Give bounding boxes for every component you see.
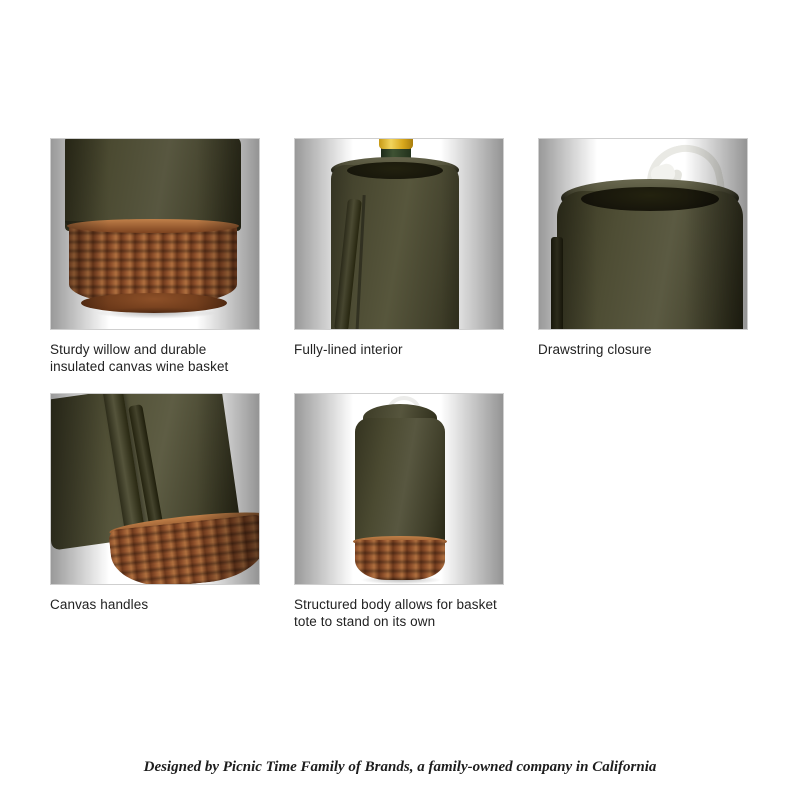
feature-image-structured-body bbox=[294, 393, 504, 585]
feature-caption: Fully-lined interior bbox=[294, 342, 403, 357]
feature-caption: Structured body allows for basket tote to stand on its own bbox=[294, 597, 497, 629]
image-vignette bbox=[51, 139, 259, 329]
image-vignette bbox=[51, 394, 259, 584]
feature-cell-structured-body bbox=[294, 393, 506, 630]
feature-caption: Drawstring closure bbox=[538, 342, 652, 357]
footer-attribution: Designed by Picnic Time Family of Brands, a family-owned company in California bbox=[143, 759, 657, 775]
image-vignette bbox=[295, 139, 503, 329]
feature-grid bbox=[50, 138, 750, 630]
image-vignette bbox=[539, 139, 747, 329]
feature-caption: Sturdy willow and durable insulated canvas wine basket bbox=[50, 342, 229, 374]
feature-row-top bbox=[50, 138, 750, 375]
feature-cell-empty bbox=[538, 393, 750, 630]
feature-cell-drawstring-closure bbox=[538, 138, 750, 375]
feature-caption: Canvas handles bbox=[50, 597, 149, 612]
feature-cell-fully-lined-interior bbox=[294, 138, 506, 375]
feature-image-drawstring-closure bbox=[538, 138, 748, 330]
image-vignette bbox=[295, 394, 503, 584]
feature-row-bottom bbox=[50, 393, 750, 630]
feature-image-canvas-handles bbox=[50, 393, 260, 585]
feature-image-fully-lined-interior bbox=[294, 138, 504, 330]
feature-cell-canvas-handles bbox=[50, 393, 262, 630]
feature-cell-sturdy-willow-basket bbox=[50, 138, 262, 375]
feature-image-sturdy-willow-basket bbox=[50, 138, 260, 330]
